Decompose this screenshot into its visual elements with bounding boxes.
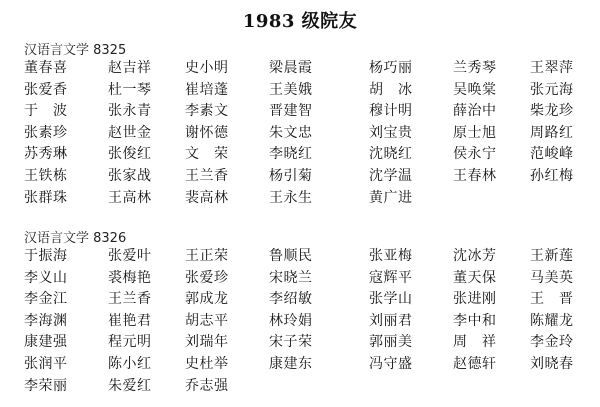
alumni-name: 沈学温 — [369, 167, 413, 184]
alumni-name: 刘宝贵 — [369, 124, 413, 141]
alumni-name: 张俊红 — [108, 146, 152, 163]
alumni-name: 晋建智 — [269, 103, 313, 120]
alumni-name: 张素珍 — [24, 124, 68, 141]
alumni-name: 王兰香 — [185, 167, 229, 184]
alumni-name: 谢怀德 — [185, 124, 229, 141]
alumni-name: 王兰香 — [108, 291, 152, 308]
alumni-name: 赵吉祥 — [108, 60, 152, 76]
alumni-name: 裘梅艳 — [108, 269, 152, 286]
alumni-name: 张爱叶 — [108, 248, 152, 264]
alumni-name: 赵德轩 — [453, 355, 497, 372]
alumni-name: 黄广进 — [369, 189, 413, 206]
alumni-name: 张永青 — [108, 103, 152, 120]
alumni-name: 杨引菊 — [269, 167, 313, 184]
class-8325-name-grid — [24, 58, 584, 209]
alumni-name: 文 荣 — [185, 146, 229, 163]
alumni-name: 李荣丽 — [24, 377, 68, 394]
alumni-name: 史小明 — [185, 60, 229, 76]
alumni-name: 董春喜 — [24, 60, 68, 76]
alumni-name: 薛治中 — [453, 103, 497, 120]
alumni-name: 张润平 — [24, 355, 68, 372]
alumni-name: 王翠萍 — [530, 60, 574, 76]
alumni-name: 李金玲 — [530, 334, 574, 351]
alumni-name: 王 晋 — [530, 291, 574, 308]
alumni-name: 马美英 — [530, 269, 574, 286]
alumni-name: 李金江 — [24, 291, 68, 308]
alumni-name: 王永生 — [269, 189, 313, 206]
alumni-name: 于振海 — [24, 248, 68, 264]
alumni-name: 周 祥 — [453, 334, 497, 351]
alumni-name: 胡志平 — [185, 312, 229, 329]
alumni-name: 乔志强 — [185, 377, 229, 394]
alumni-name: 李绍敏 — [269, 291, 313, 308]
alumni-name: 刘晓春 — [530, 355, 574, 372]
class-8325-heading: 汉语言文学 8325 — [24, 43, 127, 58]
alumni-name: 郭丽美 — [369, 334, 413, 351]
alumni-name: 康建强 — [24, 334, 68, 351]
alumni-name: 王新莲 — [530, 248, 574, 264]
alumni-name: 侯永宁 — [453, 146, 497, 163]
alumni-name: 胡 冰 — [369, 81, 413, 98]
alumni-name: 张家战 — [108, 167, 152, 184]
alumni-name: 柴龙珍 — [530, 103, 574, 120]
alumni-name: 王春林 — [453, 167, 497, 184]
alumni-name: 程元明 — [108, 334, 152, 351]
alumni-name: 朱文忠 — [269, 124, 313, 141]
alumni-name: 刘瑞年 — [185, 334, 229, 351]
alumni-name: 穆计明 — [369, 103, 413, 120]
alumni-name: 王美娥 — [269, 81, 313, 98]
alumni-name: 原士旭 — [453, 124, 497, 141]
class-8326-heading: 汉语言文学 8326 — [24, 231, 127, 246]
alumni-name: 李海渊 — [24, 312, 68, 329]
alumni-name: 宋晓兰 — [269, 269, 313, 286]
class-8326-name-grid — [24, 246, 584, 397]
alumni-name: 张亚梅 — [369, 248, 413, 264]
alumni-name: 宋子荣 — [269, 334, 313, 351]
alumni-name: 张群珠 — [24, 189, 68, 206]
alumni-name: 周路红 — [530, 124, 574, 141]
alumni-name: 刘丽君 — [369, 312, 413, 329]
alumni-name: 李晓红 — [269, 146, 313, 163]
alumni-name: 朱爱红 — [108, 377, 152, 394]
alumni-name: 张进刚 — [453, 291, 497, 308]
alumni-name: 王高林 — [108, 189, 152, 206]
alumni-name: 兰秀琴 — [453, 60, 497, 76]
alumni-name: 陈小红 — [108, 355, 152, 372]
alumni-name: 郭成龙 — [185, 291, 229, 308]
alumni-name: 李中和 — [453, 312, 497, 329]
alumni-name: 李素文 — [185, 103, 229, 120]
alumni-name: 张爱珍 — [185, 269, 229, 286]
alumni-name: 张元海 — [530, 81, 574, 98]
alumni-name: 寇辉平 — [369, 269, 413, 286]
alumni-name: 史杜举 — [185, 355, 229, 372]
alumni-name: 王铁栋 — [24, 167, 68, 184]
alumni-name: 梁晨霞 — [269, 60, 313, 76]
alumni-name: 苏秀琳 — [24, 146, 68, 163]
alumni-name: 张爱香 — [24, 81, 68, 98]
alumni-name: 孙红梅 — [530, 167, 574, 184]
alumni-name: 鲁顺民 — [269, 248, 313, 264]
alumni-name: 林玲娟 — [269, 312, 313, 329]
alumni-name: 裴高林 — [185, 189, 229, 206]
alumni-name: 董天保 — [453, 269, 497, 286]
alumni-name: 冯守盛 — [369, 355, 413, 372]
alumni-name: 陈耀龙 — [530, 312, 574, 329]
alumni-name: 康建东 — [269, 355, 313, 372]
alumni-name: 杜一琴 — [108, 81, 152, 98]
alumni-name: 范峻峰 — [530, 146, 574, 163]
alumni-name: 于 波 — [24, 103, 68, 120]
alumni-name: 吴唤棠 — [453, 81, 497, 98]
alumni-name: 沈冰芳 — [453, 248, 497, 264]
page-title: 1983 级院友 — [242, 11, 358, 32]
alumni-name: 杨巧丽 — [369, 60, 413, 76]
alumni-name: 王正荣 — [185, 248, 229, 264]
alumni-name: 李义山 — [24, 269, 68, 286]
alumni-name: 崔培蓬 — [185, 81, 229, 98]
alumni-name: 赵世金 — [108, 124, 152, 141]
alumni-name: 崔艳君 — [108, 312, 152, 329]
alumni-name: 沈晓红 — [369, 146, 413, 163]
alumni-name: 张学山 — [369, 291, 413, 308]
